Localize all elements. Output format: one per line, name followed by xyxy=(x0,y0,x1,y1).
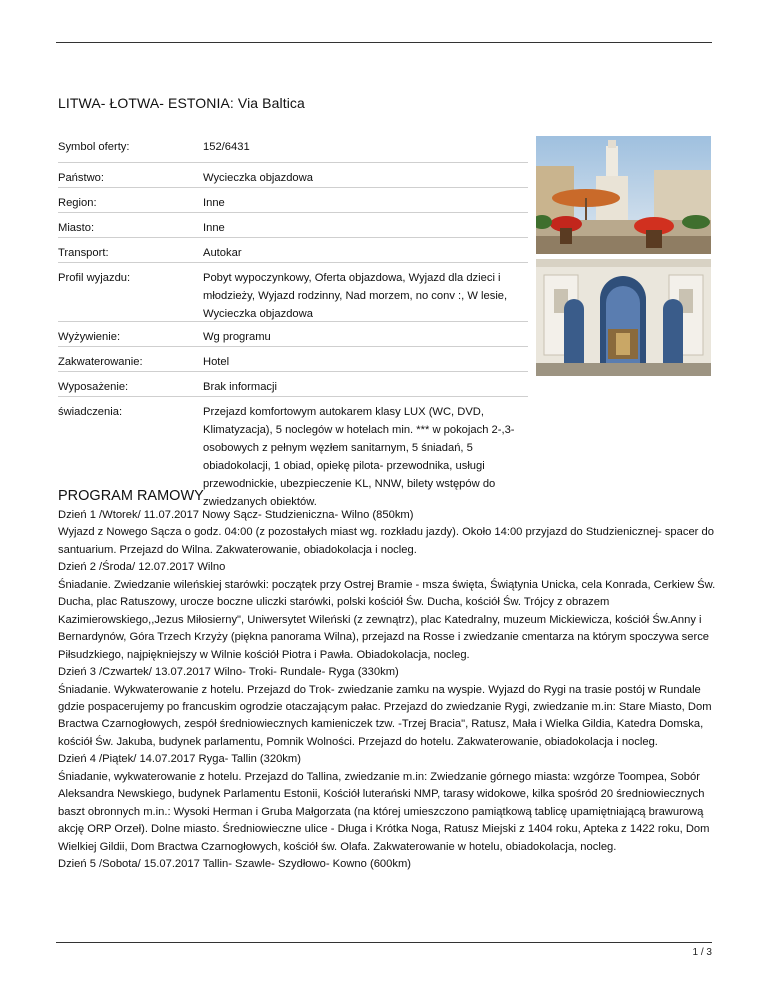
detail-value: Wycieczka objazdowa xyxy=(203,172,313,184)
program-heading: PROGRAM RAMOWY xyxy=(58,488,204,504)
program-day-text: Wyjazd z Nowego Sącza o godz. 04:00 (z pozostałych miast wg. rozkładu jazdy). Około 14:00 przyjazd do Studzienicznej- spacer do santuarium. Przejazd do Wilna. Zakwaterowanie, obiadokolacja i nocleg. xyxy=(58,526,714,556)
detail-label: świadczenia: xyxy=(58,406,123,418)
detail-value: Pobyt wypoczynkowy, Oferta objazdowa, Wyjazd dla dzieci i młodzieży, Wyjazd rodzinny, Nad morzem, no conv :, W lesie, Wycieczka objazdowa xyxy=(203,272,508,320)
detail-row-accommodation xyxy=(58,347,528,372)
detail-label: Wyżywienie: xyxy=(58,331,121,343)
photo-gate-chapel xyxy=(536,259,711,376)
detail-row-meals xyxy=(58,322,528,347)
page-title: LITWA- ŁOTWA- ESTONIA: Via Baltica xyxy=(58,95,305,111)
detail-label: Państwo: xyxy=(58,172,105,184)
program-day-text: Śniadanie, wykwaterowanie z hotelu. Przejazd do Tallina, zwiedzanie m.in: Zwiedzanie górnego miasta: wzgórze Toompea, Sobór Aleksandra Newskiego, budynek Parlamentu Estonii, Kościół luterański NMP, tarasy widokowe, kilka spośród 20 średniowiecznych baszt obronnych m.in.: Wysoki Herman i Gruba Małgorzata (na której umieszczono pamiątkową tablicę upamiętniającą brawurową akcję ORP Orzeł). Dolne miasto. Średniowieczne ulice - Długa i Krótka Noga, Ratusz Miejski z 1404 roku, Apteka z 1422 roku, Dom Wielkiej Gildii, Dom Bractwa Czarnogłowych, kościół św. Olafa. Zakwaterowanie w hotelu, obiadokolacja, nocleg. xyxy=(58,770,710,853)
offer-details xyxy=(58,138,528,509)
detail-label: Zakwaterowanie: xyxy=(58,356,143,368)
detail-row-profile xyxy=(58,263,528,322)
detail-row-region xyxy=(58,188,528,213)
detail-value: Hotel xyxy=(203,356,230,368)
detail-value: Brak informacji xyxy=(203,381,277,393)
page-number: 1 / 3 xyxy=(692,947,712,958)
detail-value: Autokar xyxy=(203,247,242,259)
program-day-heading: Dzień 5 /Sobota/ 15.07.2017 Tallin- Szawle- Szydłowo- Kowno (600km) xyxy=(58,858,412,871)
detail-label: Miasto: xyxy=(58,222,95,234)
program-day-heading: Dzień 1 /Wtorek/ 11.07.2017 Nowy Sącz- Studzieniczna- Wilno (850km) xyxy=(58,509,414,521)
program-body xyxy=(58,507,720,874)
program-day-heading: Dzień 2 /Środa/ 12.07.2017 Wilno xyxy=(58,561,226,574)
detail-row-city xyxy=(58,213,528,238)
photo-vilnius-square xyxy=(536,136,711,254)
detail-label: Region: xyxy=(58,197,97,209)
footer-rule xyxy=(56,942,712,943)
detail-value: Przejazd komfortowym autokarem klasy LUX (WC, DVD, Klimatyzacja), 5 noclegów w hotelach min. *** w pokojach 2-,3-osobowych z pełnym węzłem sanitarnym, 5 śniadań, 5 obiadokolacji, 1 obiad, opiekę pilota- przewodnika, usługi przewodnickie, ubezpieczenie KL, NNW, bilety wstępów do zwiedzanych obiektów. xyxy=(203,406,515,508)
program-day-heading: Dzień 4 /Piątek/ 14.07.2017 Ryga- Tallin (320km) xyxy=(58,753,301,766)
program-day-heading: Dzień 3 /Czwartek/ 13.07.2017 Wilno- Troki- Rundale- Ryga (330km) xyxy=(58,666,399,679)
offer-photos xyxy=(536,136,711,376)
detail-value: 152/6431 xyxy=(203,141,250,153)
header-rule xyxy=(56,42,712,43)
detail-row-equipment xyxy=(58,372,528,397)
program-day-text: Śniadanie. Zwiedzanie wileńskiej starówki: początek przy Ostrej Bramie - msza święta, Świątynia Unicka, cela Konrada, Cerkiew Św. Ducha, plac Ratuszowy, urocze boczne uliczki starówki, polski kościół Św. Ducha, kościół Św. Trójcy z obrazem Kazimierowskiego,,Jezus Miłosierny", Uniwersytet Wileński (z zewnątrz), plac Katedralny, muzeum Mickiewicza, kościół Św.Anny i Bernardynów, Góra Trzech Krzyży (piękna panorama Wilna), przejazd na Rosse i zwiedzanie cmentarza na którym spoczywa serce Piłsudzkiego, najpiękniejszy w Wilnie kościół Piotra i Pawła. Obiadokolacja, nocleg. xyxy=(58,578,716,661)
detail-label: Wyposażenie: xyxy=(58,381,129,393)
detail-label: Transport: xyxy=(58,247,109,259)
detail-label: Symbol oferty: xyxy=(58,141,130,153)
detail-row-symbol xyxy=(58,138,528,163)
program-day-text: Śniadanie. Wykwaterowanie z hotelu. Przejazd do Trok- zwiedzanie zamku na wyspie. Wyjazd do Rygi na trasie postój w Rundale gdzie pospacerujemy po francuskim ogrodzie otaczającym pałac. Przejazd do zwiedzanie Rygi, zwiedzanie m.in: Stare Miasto, Dom Bractwa Czarnogłowych, zespół średniowiecznych kamieniczek tzw. -Trzej Bracia", Ratusz, Mała i Wielka Gildia, Katedra Domska, kościół Św. Jakuba, budynek parlamentu, Pomnik Wolności. Przejazd do hotelu. Zakwaterowanie, obiadokolacja i nocleg. xyxy=(58,683,712,748)
detail-row-transport xyxy=(58,238,528,263)
detail-value: Inne xyxy=(203,197,225,209)
detail-value: Wg programu xyxy=(203,331,271,343)
detail-row-country xyxy=(58,163,528,188)
detail-value: Inne xyxy=(203,222,225,234)
detail-label: Profil wyjazdu: xyxy=(58,272,131,284)
